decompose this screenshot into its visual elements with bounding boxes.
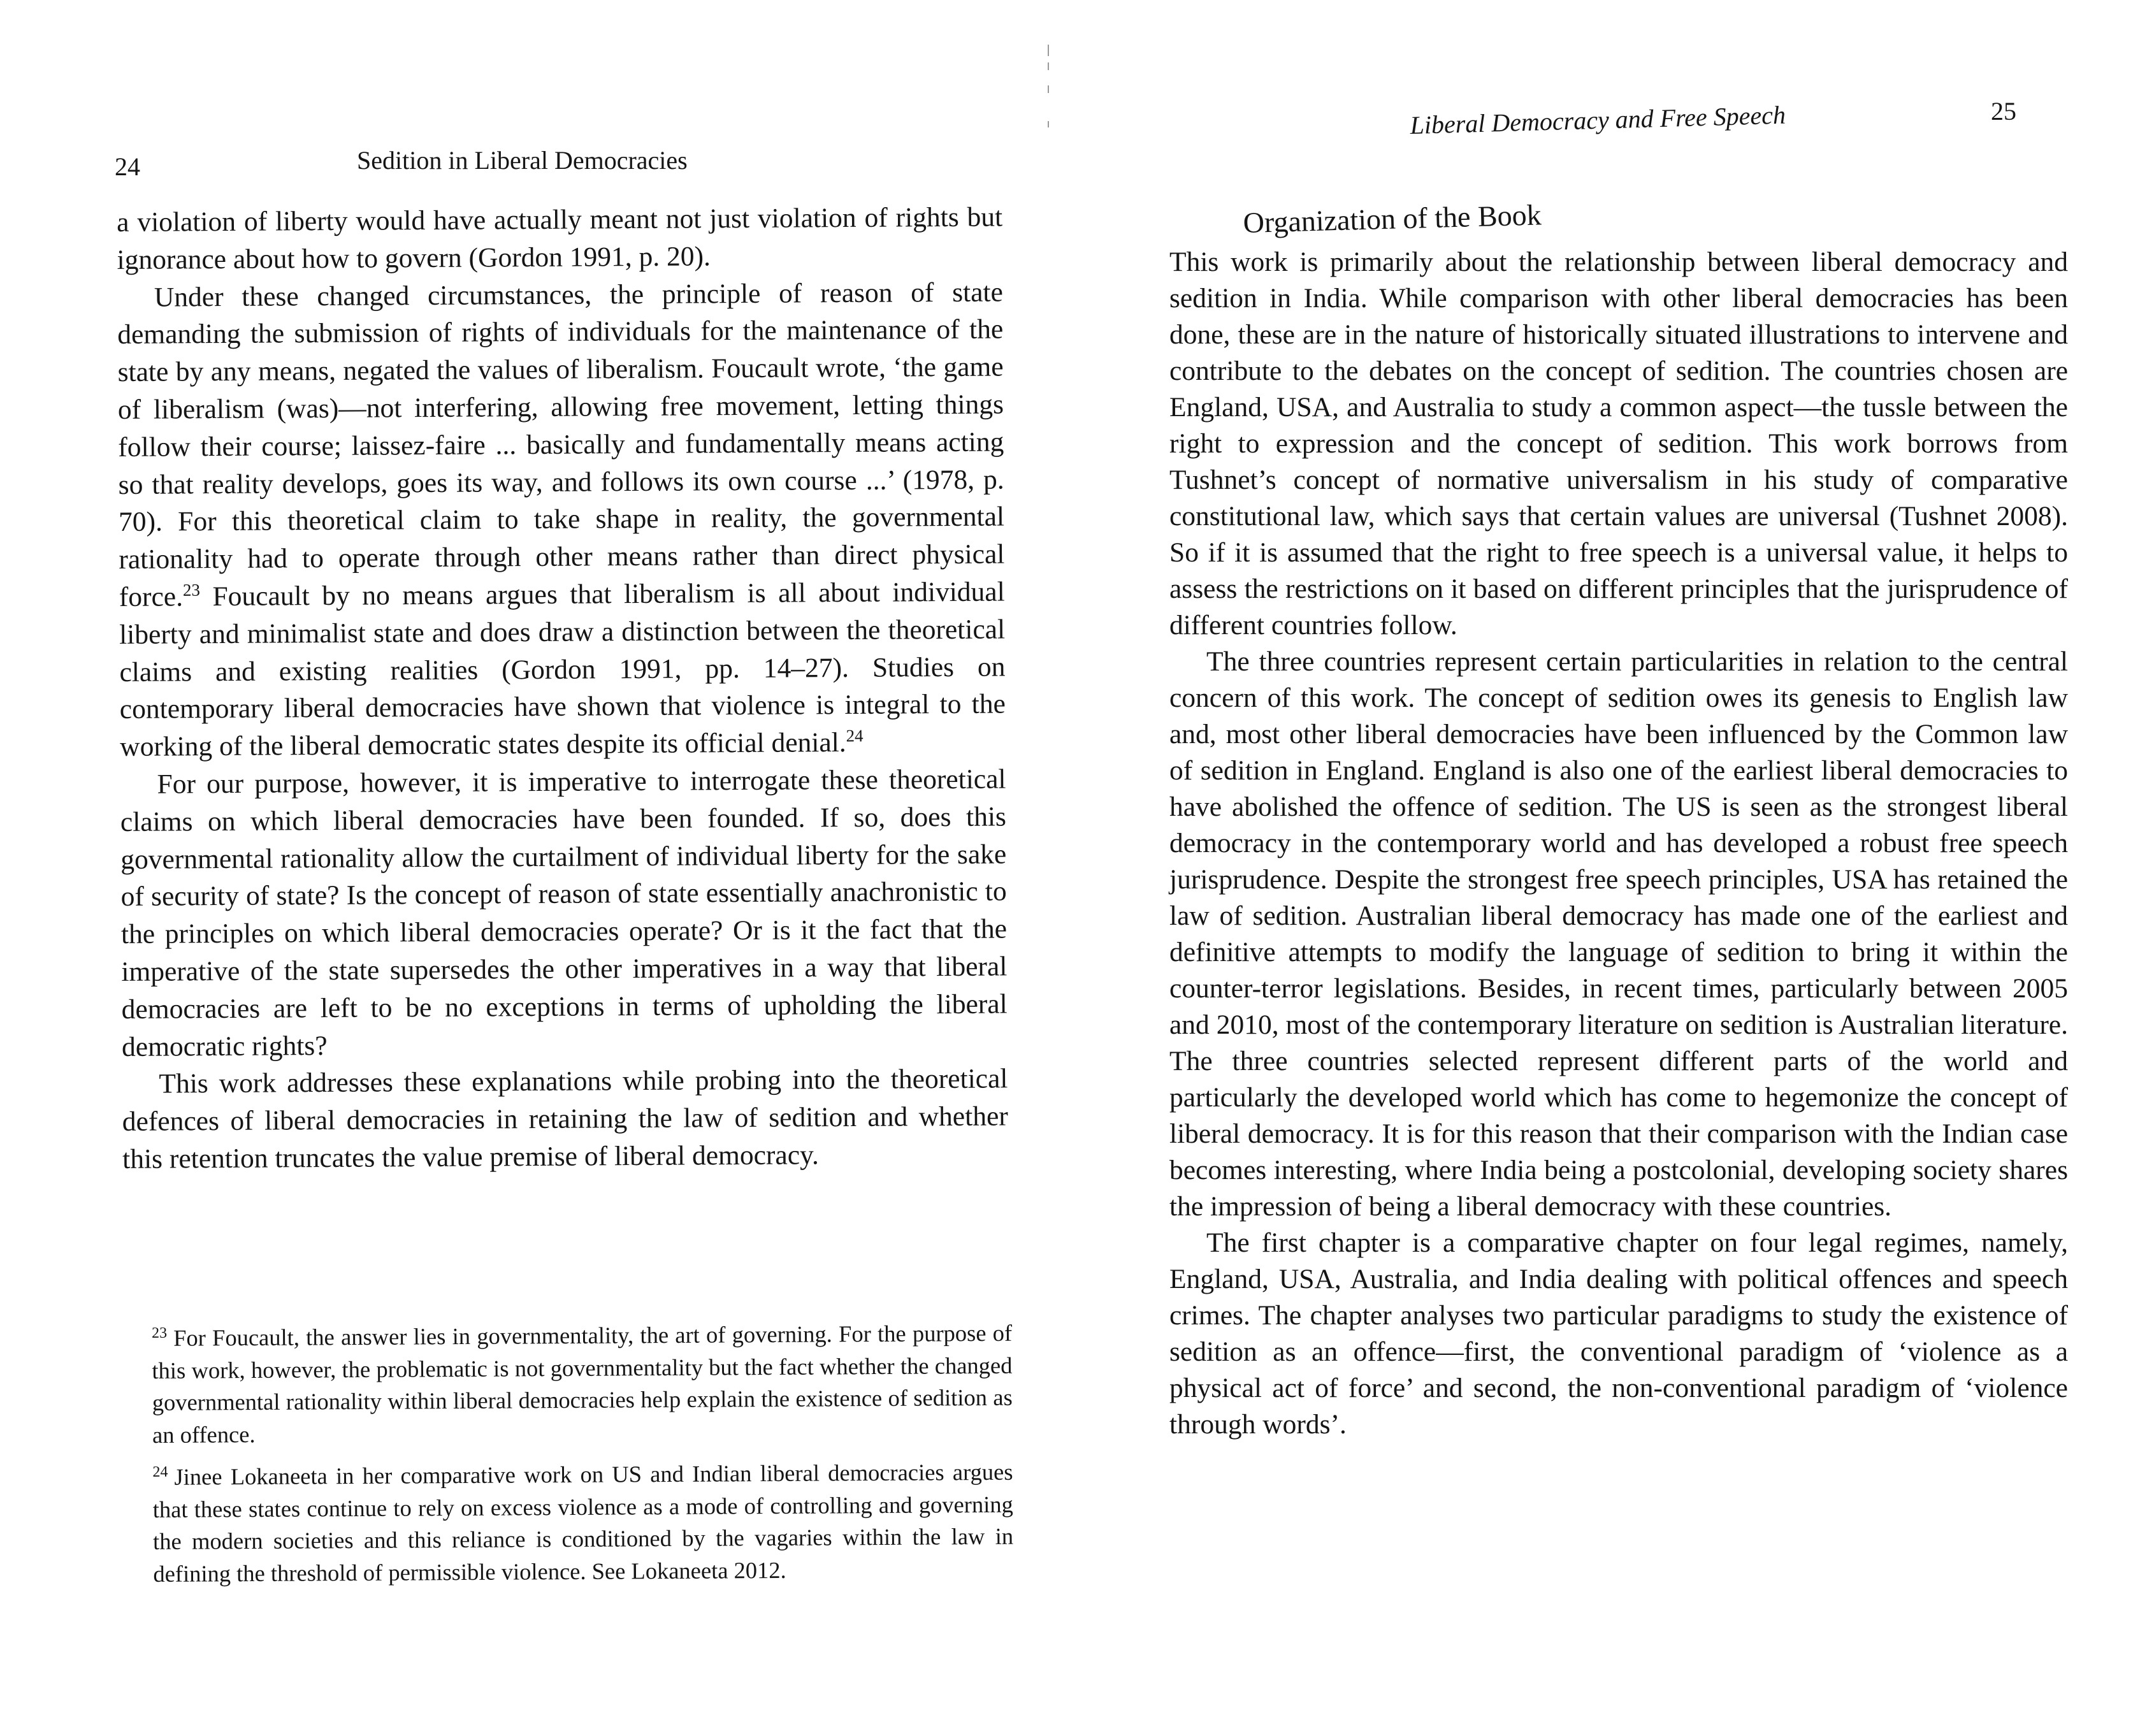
paragraph: For our purpose, however, it is imperative to interrogate these theoretical claims on which liberal democracies have been founded. If so, does this governmental rationality allow the curtailment of individual liberty for the sake of security of state? Is the concept of reason of state essentially anachronistic to the principles on which liberal democracies operate? Or is it the fact that the imperative of the state supersedes the other imperatives in a way that liberal democracies are left to be no exceptions in terms of upholding the liberal democratic rights?: [120, 763, 1008, 1062]
page-number: 25: [1991, 97, 2016, 126]
paragraph: The first chapter is a comparative chapter on four legal regimes, namely, England, USA, Australia, and India dealing with political offences and speech crimes. The chapter analyses two particular paradigms to study the existence of sedition as an offence—first, the conventional paradigm of ‘violence as a physical act of force’ and second, the non-conventional paradigm of ‘violence through words’.: [1169, 1227, 2068, 1440]
footnote-ref: 23: [182, 580, 201, 600]
paragraph: The three countries represent certain particularities in relation to the central concern of this work. The concept of sedition owes its genesis to English law and, most other liberal democracies have been influenced by the Common law of sedition in England. England is also one of the earliest liberal democracies to have abolished the offence of sedition. The US is seen as the strongest liberal democracy in the contemporary world and has developed a robust free speech jurisprudence. Despite the strongest free speech principles, USA has retained the law of sedition. Australian liberal democracy has made one of the earliest and definitive attempts to modify the language of sedition to bring it within the counter-terror legislations. Besides, in recent times, particularly between 2005 and 2010, most of the contemporary literature on sedition is Australian literature. The three countries selected represent different parts of the world and particularly the developed world which has come to hegemonize the concept of liberal democracy. It is for this reason that their comparison with the Indian case becomes interesting, where India being a postcolonial, developing society shares the impression of being a liberal democracy with these countries.: [1169, 646, 2068, 1222]
footnote: [152, 1456, 1013, 1590]
paragraph: This work is primarily about the relationship between liberal democracy and sedition in India. While comparison with other liberal democracies has been done, these are in the nature of historically situated illustrations to intervene and contribute to the debates on the concept of sedition. The countries chosen are England, USA, and Australia to study a common aspect—the tussle between the right to expression and the concept of sedition. This work borrows from Tushnet’s concept of normative universalism in his study of comparative constitutional law, which says that certain values are universal (Tushnet 2008). So if it is assumed that the right to free speech is a universal value, it helps to assess the restrictions on it based on different principles that the jurisprudence of different countries follow.: [1169, 247, 2068, 640]
paragraph: This work addresses these explanations while probing into the theoretical defences of liberal democracies in retaining the law of sedition and whether this retention truncates the value premise of liberal democracy.: [122, 1063, 1008, 1175]
footnote-number: 24: [152, 1463, 168, 1480]
footnote-text: For Foucault, the answer lies in governmentality, the art of governing. For the purpose of this work, however, the problematic is not governmentality but the fact whether the changed governmental rationality within liberal democracies help explain the existence of sedition as an offence.: [152, 1319, 1013, 1448]
footnote-ref: 24: [846, 726, 864, 746]
footnote-number: 23: [152, 1324, 168, 1342]
right-body-text: [1169, 244, 2068, 1443]
footnote: [152, 1317, 1013, 1451]
running-head: Liberal Democracy and Free Speech: [1410, 100, 1786, 140]
page-number: 24: [115, 152, 140, 181]
section-heading: Organization of the Book: [1243, 198, 1542, 239]
footnotes: [152, 1317, 1014, 1590]
paragraph: a violation of liberty would have actually meant not just violation of rights but ignorance about how to govern (Gordon 1991, p. 20).: [117, 201, 1003, 275]
running-head: Sedition in Liberal Democracies: [357, 146, 688, 175]
paragraph-text: Foucault by no means argues that liberalism is all about individual liberty and minimalist state and does draw a distinction between the theoretical claims and existing realities (Gordon 1991, pp. 14–27). Studies on contemporary liberal democracies have shown that violence is integral to the working of the liberal democratic states despite its official denial.: [119, 576, 1006, 763]
paragraph: [117, 273, 1006, 766]
footnote-text: Jinee Lokaneeta in her comparative work on US and Indian liberal democracies argues that these states continue to rely on excess violence as a mode of controlling and governing the modern societies and this reliance is conditioned by the vagaries within the law in defining the threshold of permissible violence. See Lokaneeta 2012.: [152, 1458, 1014, 1587]
paragraph-text: Under these changed circumstances, the principle of reason of state demanding the submission of rights of individuals for the maintenance of the state by any means, negated the values of liberalism. Foucault wrote, ‘the game of liberalism (was)—not interfering, allowing free movement, letting things follow their course; laissez-faire ... basically and fundamentally means acting so that reality develops, goes its way, and follows its own course ...’ (1978, p. 70). For this theoretical claim to take shape in reality, the governmental rationality had to operate through other means rather than direct physical force.: [117, 277, 1005, 612]
left-body-text: [117, 199, 1008, 1178]
